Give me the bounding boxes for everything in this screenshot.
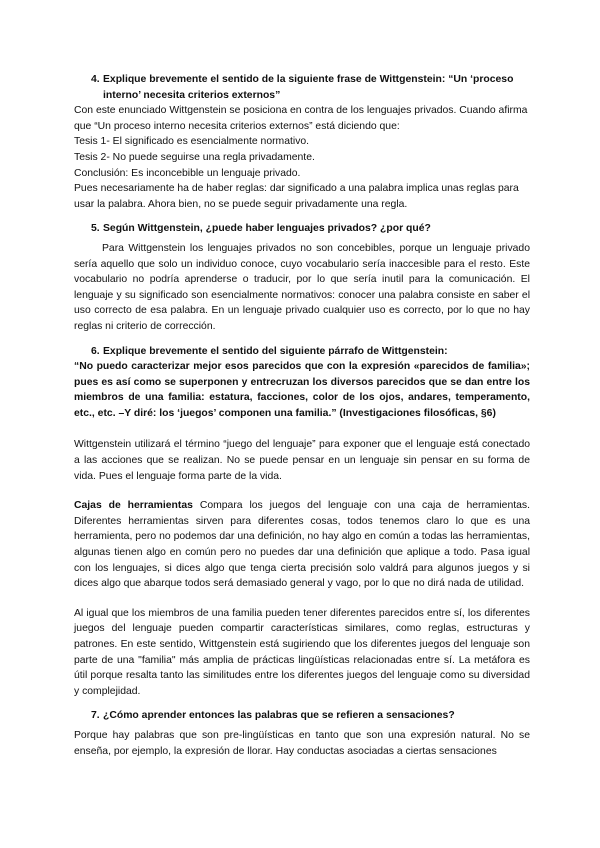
answer-paragraph: Al igual que los miembros de una familia pueden tener diferentes parecidos entre sí, los diferentes juegos del lenguaje pueden compartir características similares, como reglas, estructuras y patrones. En este sentido, Wittgenstein está sugiriendo que los diferentes juegos del lenguaje son parte de una "familia" más amplia de prácticas lingüísticas relacionadas entre sí. La metáfora es útil porque resalta tanto las similitudes entre los diferentes juegos del lenguaje como su diversidad y complejidad. [74,607,530,697]
question-title: ¿Cómo aprender entonces las palabras que se refieren a sensaciones? [103,710,455,722]
answer-paragraph: Wittgenstein utilizará el término “juego del lenguaje” para exponer que el lenguaje está conectado a las acciones que se realizan. No se puede pensar en un lenguaje sin pensar en su forma de vida. Pues el lenguaje forma parte de la vida. [74,439,530,482]
answer-paragraph [74,498,530,592]
answer-line: Conclusión: Es inconcebible un lenguaje privado. [74,167,301,179]
document-page [74,72,530,759]
answer-line: Tesis 2- No puede seguirse una regla privadamente. [74,151,315,163]
question-5-heading [74,221,530,237]
answer-line: Con este enunciado Wittgenstein se posiciona en contra de los lenguajes privados. Cuando afirma que “Un proceso interno necesita criterios externos” está diciendo que: [74,105,528,132]
toolbox-label: Cajas de herramientas [74,500,193,512]
answer-paragraph: Porque hay palabras que son pre-lingüísticas en tanto que son una expresión natural. No se enseña, por ejemplo, la expresión de llorar. Hay conductas asociadas a ciertas sensaciones [74,729,530,757]
question-number: 5. [91,223,100,235]
question-7-heading [74,708,530,724]
question-title: Explique brevemente el sentido del siguiente párrafo de Wittgenstein: [103,345,448,357]
question-number: 7. [91,710,100,722]
question-4-heading [74,72,530,103]
wittgenstein-quote: “No puedo caracterizar mejor esos parecidos que con la expresión «parecidos de familia»; pues es así como se superponen y entrecruzan los diversos parecidos que se dan entre los miembros de una familia: estatura, facciones, color de los ojos, andares, temperamento, etc., etc. –Y diré: los ‘juegos’ componen una familia.” (Investigaciones filosóficas, §6) [74,361,530,419]
question-title: Explique brevemente el sentido de la siguiente frase de Wittgenstein: “Un ‘proceso interno’ necesita criterios externos” [103,74,514,101]
answer-line: Pues necesariamente ha de haber reglas: dar significado a una palabra implica unas reglas para usar la palabra. Ahora bien, no se puede seguir privadamente una regla. [74,183,519,210]
question-6-heading [74,344,530,360]
question-title: Según Wittgenstein, ¿puede haber lenguajes privados? ¿por qué? [103,223,431,235]
question-number: 4. [91,74,100,85]
toolbox-text: Compara los juegos del lenguaje con una caja de herramientas. Diferentes herramientas sirven para diferentes cosas, todos tenemos claro lo que es una herramienta, pero no podemos dar una definición, no hay algo en común a todas las herramientas, algunas tienen algo en común pero no puedes dar una definición que aplique a todo. Pasa igual con los lenguajes, si dices algo que tenga cierta precisión solo valdrá para algunos juegos y si dices algo que abarque todos será demasiado general y vago, por lo que no dirá nada de utilidad. [74,500,530,590]
answer-paragraph: Para Wittgenstein los lenguajes privados no son concebibles, porque un lenguaje privado sería aquello que solo un individuo conoce, cuyo vocabulario sería inaccesible para el resto. Este vocabulario no podría aprenderse o traducir, por lo que sería inutil para la comunicación. El lenguaje y su significado son esencialmente normativos: conocer una palabra consiste en saber el uso correcto de esa palabra. En un lenguaje privado cualquier uso es correcto, por lo que no hay reglas ni criterio de corrección. [74,242,530,332]
answer-line: Tesis 1- El significado es esencialmente normativo. [74,136,310,148]
question-number: 6. [91,345,100,357]
